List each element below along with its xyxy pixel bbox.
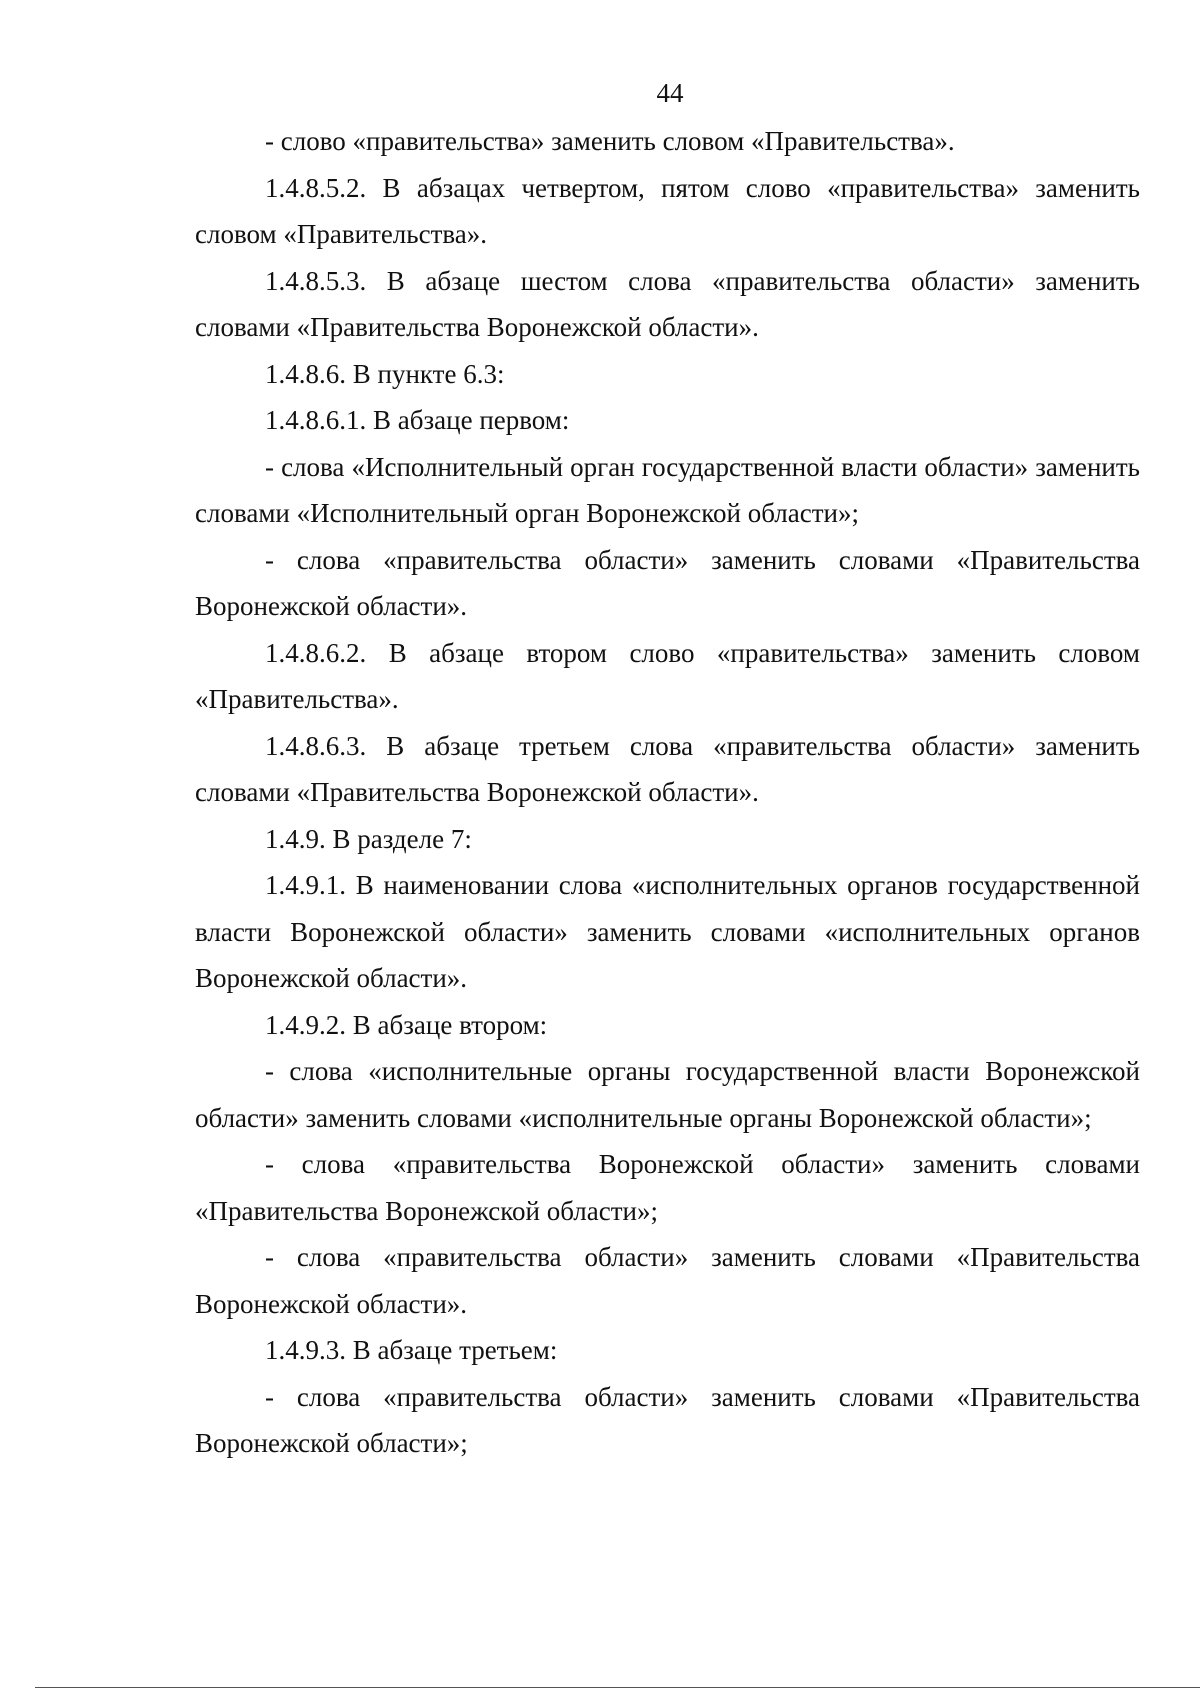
paragraph-1-4-9-2: 1.4.9.2. В абзаце втором: (265, 1009, 548, 1040)
paragraph-dash-government-region: - слова «правительства области» заменить словами «Правительства Воронежской области». (195, 544, 1140, 621)
paragraph-dash-government-region-3: - слова «правительства области» заменить словами «Правительства Воронежской области»; (195, 1381, 1140, 1458)
paragraph-1-4-8-5-3: 1.4.8.5.3. В абзаце шестом слова «правительства области» заменить словами «Правительства Воронежской области». (195, 265, 1140, 342)
paragraph-1-4-9-1: 1.4.9.1. В наименовании слова «исполнительных органов государственной власти Воронежской области» заменить словами «исполнительных органов Воронежской области». (195, 870, 1140, 993)
paragraph-1-4-8-6-1: 1.4.8.6.1. В абзаце первом: (265, 405, 570, 435)
paragraph-1-4-8-6-2: 1.4.8.6.2. В абзаце втором слово «правительства» заменить словом «Правительства». (195, 637, 1140, 714)
paragraph-dash-government-voronezh: - слова «правительства Воронежской области» заменить словами «Правительства Воронежской области»; (195, 1149, 1140, 1226)
paragraph-dash-executive-bodies: - слова «исполнительные органы государственной власти Воронежской области» заменить словами «исполнительные органы Воронежской области»; (195, 1056, 1140, 1133)
page-number: 44 (656, 78, 684, 108)
paragraph-dash-executive-body: - слова «Исполнительный орган государственной власти области» заменить словами «Исполнительный орган Воронежской области»; (195, 451, 1140, 528)
paragraph-1-4-9: 1.4.9. В разделе 7: (265, 823, 472, 854)
paragraph-dash-word-replace: - слово «правительства» заменить словом «Правительства». (265, 126, 955, 156)
paragraph-dash-government-region-2: - слова «правительства области» заменить словами «Правительства Воронежской области». (195, 1242, 1140, 1319)
paragraph-1-4-8-5-2: 1.4.8.5.2. В абзацах четвертом, пятом слово «правительства» заменить словом «Правительства». (195, 172, 1140, 249)
paragraph-1-4-8-6-3: 1.4.8.6.3. В абзаце третьем слова «правительства области» заменить словами «Правительства Воронежской области». (195, 730, 1140, 807)
paragraph-1-4-9-3: 1.4.9.3. В абзаце третьем: (265, 1335, 558, 1365)
footer-rule (35, 1687, 1200, 1688)
paragraph-1-4-8-6: 1.4.8.6. В пункте 6.3: (265, 358, 505, 389)
document-body (195, 118, 1140, 1467)
